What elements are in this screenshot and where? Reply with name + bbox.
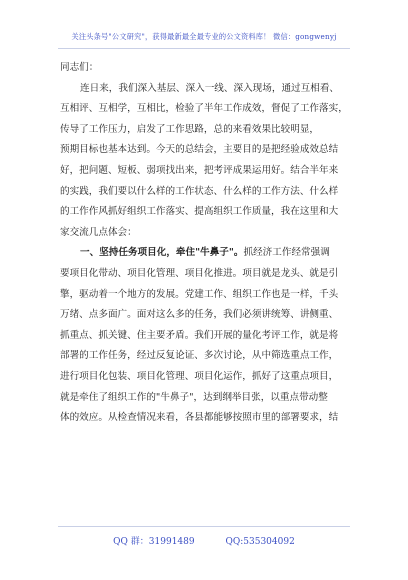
- paragraph-line: 抓重点、抓关键、住主要矛盾。我们开展的量化考评工作，就是将: [60, 329, 339, 341]
- paragraph-line: 互相评、互相学，互相比，检验了半年工作成效，督促了工作落实，: [60, 103, 348, 115]
- greeting: 同志们：: [60, 62, 99, 73]
- paragraph-line: 好，把问题、短板、弱项找出来，把考评成果运用好。结合半年来: [60, 164, 339, 176]
- paragraph-line: 连日来，我们深入基层、深入一线、深入现场，通过互相看、: [80, 82, 340, 94]
- paragraph-line: 进行项目化包装、项目化管理、项目化运作，抓好了这重点项目，: [60, 370, 339, 382]
- paragraph-line: 部署的工作任务，经过反复论证、多次讨论，从中筛选重点工作，: [60, 350, 339, 362]
- paragraph-line: 体的效应。从检查情况来看，各县都能够按照市里的部署要求，结: [60, 412, 339, 424]
- paragraph-line: 要项目化带动、项目化管理、项目化推进。项目就是龙头、就是引: [60, 267, 339, 279]
- paragraph-line: 的实践，我们要以什么样的工作状态、什么样的工作方法、什么样: [60, 185, 339, 197]
- paragraph-line: 就是牵住了组织工作的"牛鼻子"，达到纲举目张，以重点带动整: [60, 391, 328, 403]
- footer-qq-group: QQ 群：31991489: [113, 537, 195, 547]
- header-divider: [58, 48, 350, 49]
- paragraph-line: 家交流几点体会：: [60, 226, 137, 238]
- footer-divider: [58, 526, 350, 527]
- section-heading-rest: 抓经济工作经常强调: [243, 247, 330, 259]
- paragraph-line: 万绪、点多面广。面对这么多的任务，我们必须讲统筹、讲侧重、: [60, 309, 339, 321]
- header-watermark-text: 关注头条号"公文研究"，获得最新最全最专业的公文资料库！ 微信：gongwenyj: [71, 32, 337, 41]
- footer-qq: QQ:535304092: [225, 537, 295, 547]
- paragraph-line: 擎，驱动着一个地方的发展。党建工作、组织工作也是一样，千头: [60, 288, 339, 300]
- footer: [0, 534, 408, 547]
- paragraph-line: 预期目标也基本达到。今天的总结会，主要目的是把经验成效总结: [60, 144, 339, 156]
- paragraph-line: 的工作作风抓好组织工作落实、提高组织工作质量，我在这里和大: [60, 206, 339, 218]
- section-heading-line: [60, 243, 350, 264]
- section-heading: 一、坚持任务项目化，牵住"牛鼻子"。: [80, 247, 244, 259]
- document-body: [60, 58, 350, 429]
- paragraph-line: 传导了工作压力，启发了工作思路，总的来看效果比较明显，: [60, 123, 320, 135]
